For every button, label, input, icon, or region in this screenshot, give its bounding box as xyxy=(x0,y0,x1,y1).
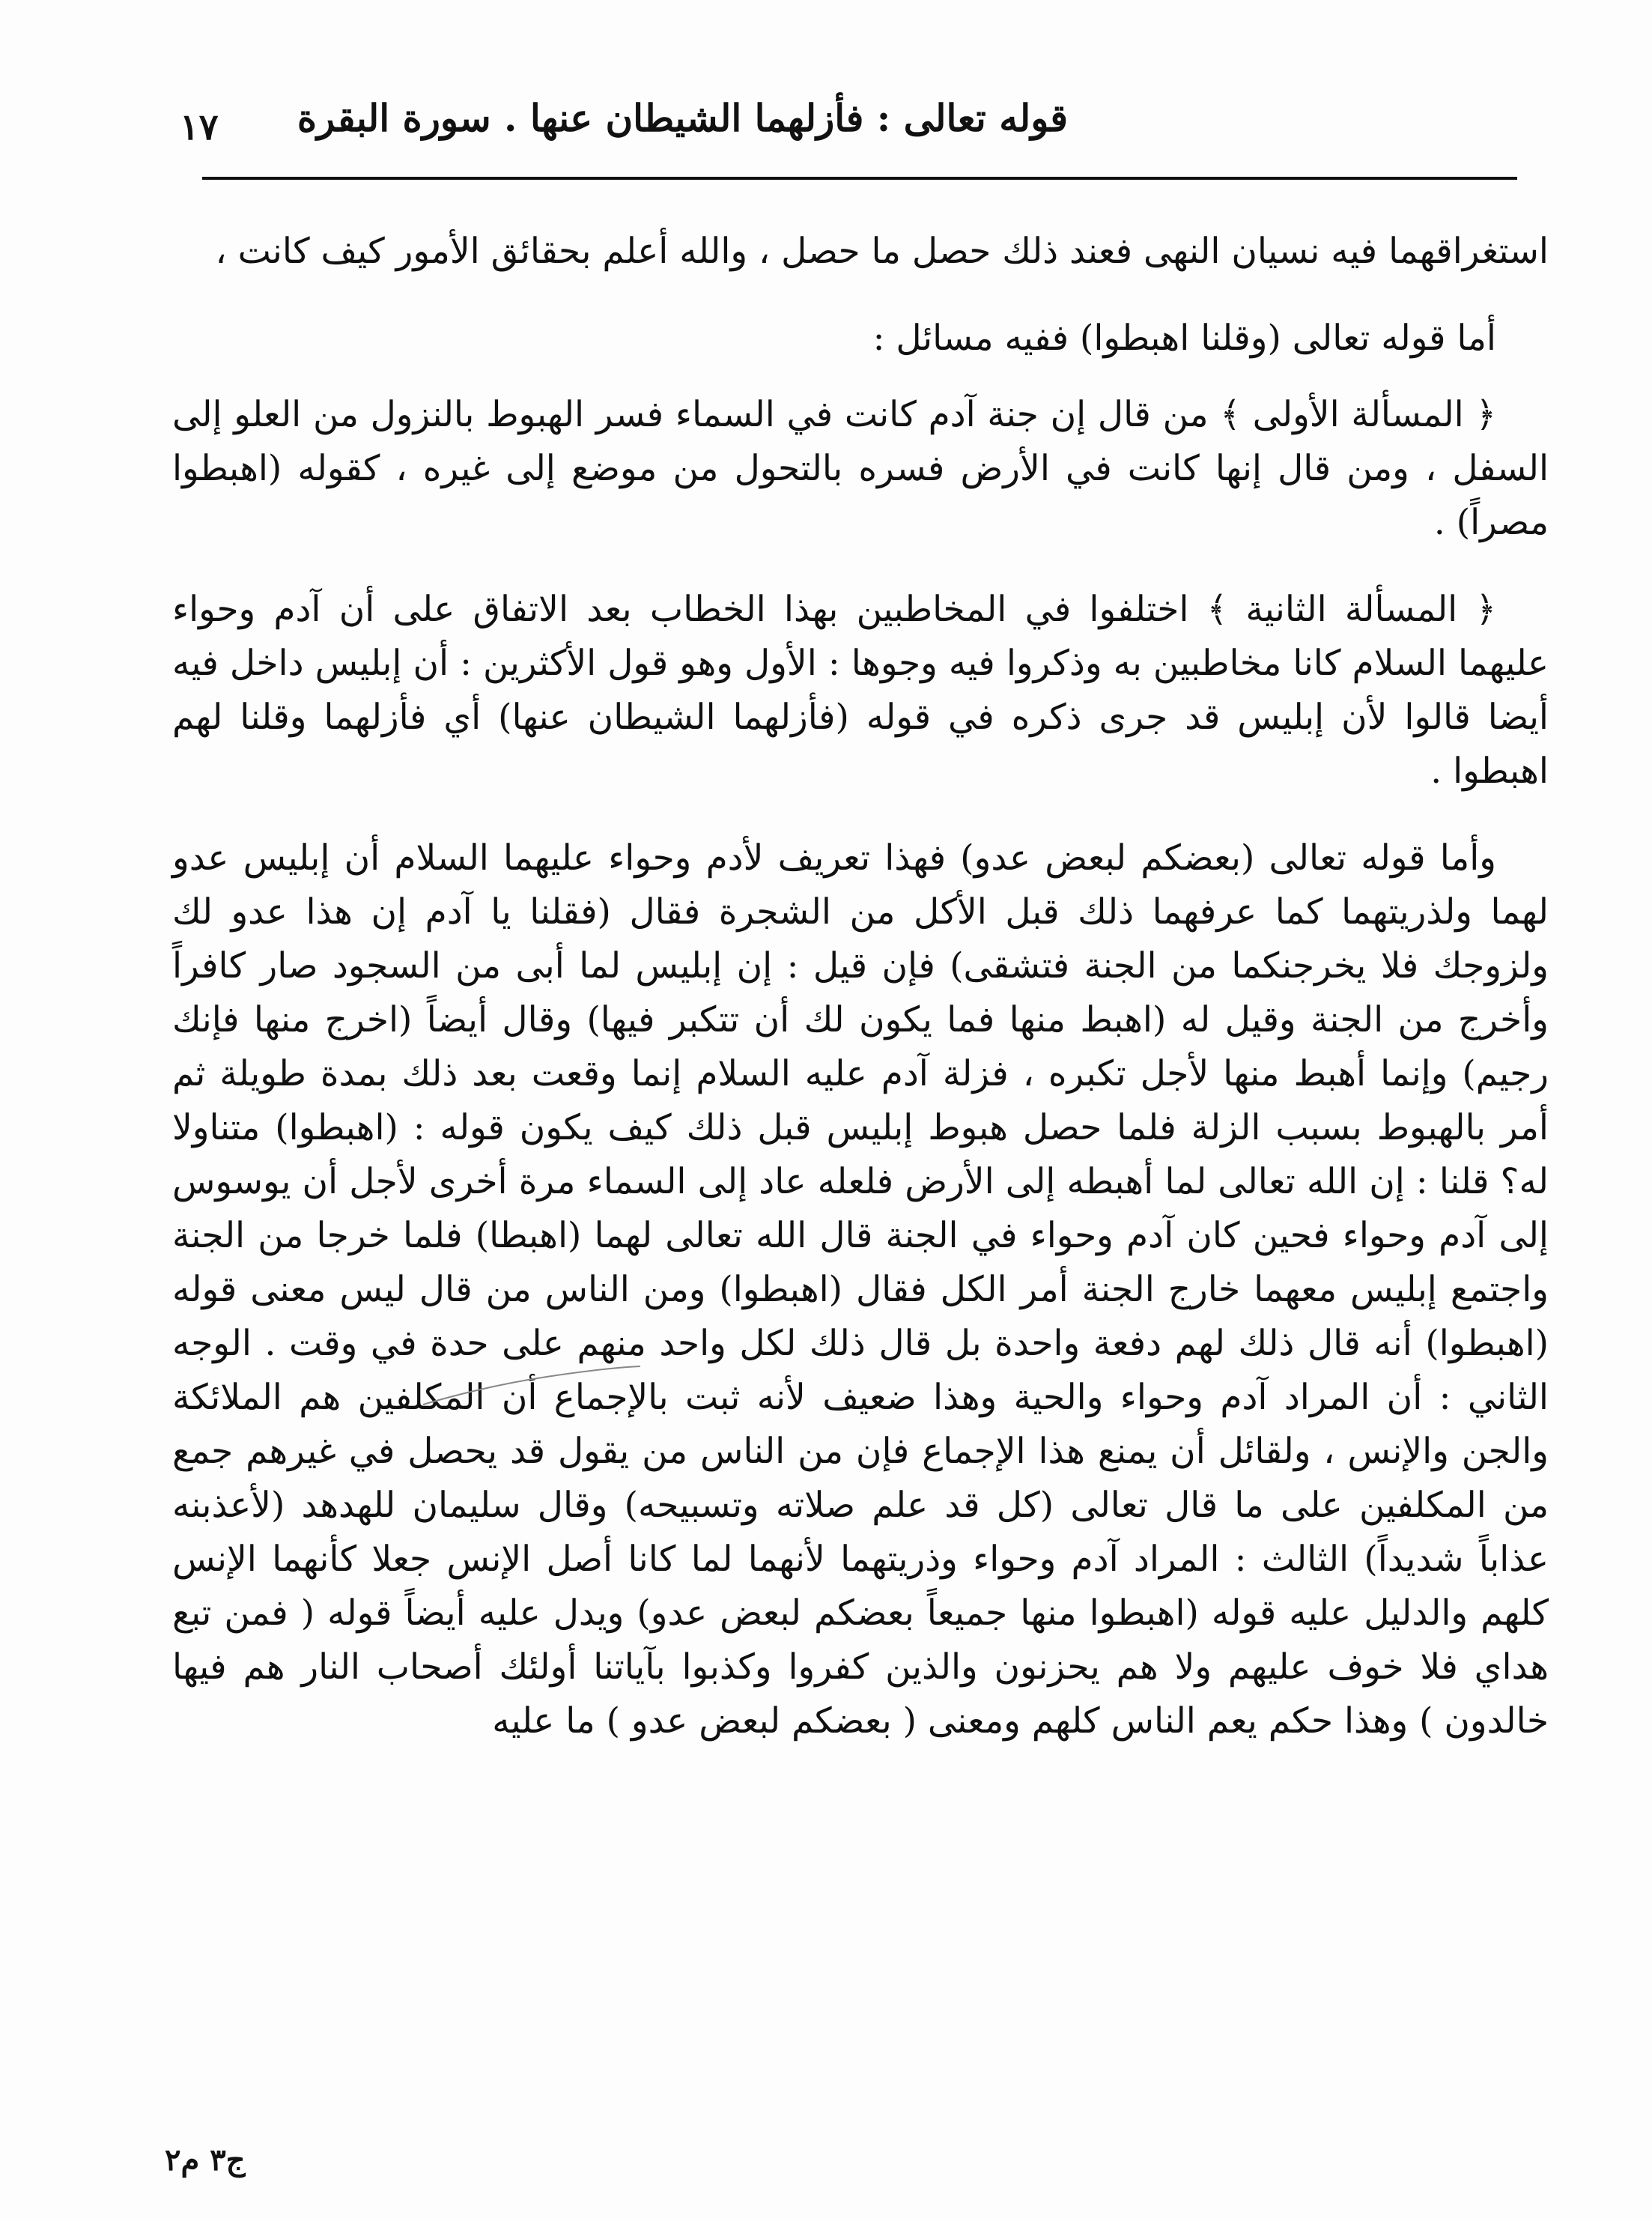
header-title: قوله تعالى : فأزلهما الشيطان عنها . سورة البقرة xyxy=(297,96,1068,140)
paragraph-5: وأما قوله تعالى (بعضكم لبعض عدو) فهذا تعريف لأدم وحواء عليهما السلام أن إبليس عدو لهما ولذريتهما كما عرفهما ذلك قبل الأكل من الشجرة فقال (فقلنا يا آدم إن هذا عدو لك ولزوجك فلا يخرجنكما من الجنة فتشقى) فإن قيل : إن إبليس لما أبى من السجود صار كافراً وأخرج من الجنة وقيل له (اهبط منها فما يكون لك أن تتكبر فيها) وقال أيضاً (اخرج منها فإنك رجيم) وإنما أهبط منها لأجل تكبره ، فزلة آدم عليه السلام إنما وقعت بعد ذلك بمدة طويلة ثم أمر بالهبوط بسبب الزلة فلما حصل هبوط إبليس قبل ذلك كيف يكون قوله : (اهبطوا) متناولا له؟ قلنا : إن الله تعالى لما أهبطه إلى الأرض فلعله عاد إلى السماء مرة أخرى لأجل أن يوسوس إلى آدم وحواء فحين كان آدم وحواء في الجنة قال الله تعالى لهما (اهبطا) فلما خرجا من الجنة واجتمع إبليس معهما خارج الجنة أمر الكل فقال (اهبطوا) ومن الناس من قال ليس معنى قوله (اهبطوا) أنه قال ذلك لهم دفعة واحدة بل قال ذلك لكل واحد منهم على حدة في وقت . الوجه الثاني : أن المراد آدم وحواء والحية وهذا ضعيف لأنه ثبت بالإجماع أن المكلفين هم الملائكة والجن والإنس ، ولقائل أن يمنع هذا الإجماع فإن من الناس من يقول قد يحصل في غيرهم جمع من المكلفين على ما قال تعالى (كل قد علم صلاته وتسبيحه) وقال سليمان للهدهد (لأعذبنه عذاباً شديداً) الثالث : المراد آدم وحواء وذريتهما لأنهما لما كانا أصل الإنس جعلا كأنهما الإنس كلهم والدليل عليه قوله (اهبطوا منها جميعاً بعضكم لبعض عدو) ويدل عليه أيضاً قوله ( فمن تبع هداي فلا خوف عليهم ولا هم يحزنون والذين كفروا وكذبوا بآياتنا أولئك أصحاب النار هم فيها خالدون ) وهذا حكم يعم الناس كلهم ومعنى ( بعضكم لبعض عدو ) ما عليه xyxy=(172,837,1549,1742)
paragraph-2: أما قوله تعالى (وقلنا اهبطوا) ففيه مسائل : xyxy=(872,318,1496,359)
header-divider xyxy=(202,177,1517,180)
paragraph-1: استغراقهما فيه نسيان النهى فعند ذلك حصل ما حصل ، والله أعلم بحقائق الأمور كيف كانت ، xyxy=(215,231,1549,272)
paragraph-4: ﴿ المسألة الثانية ﴾ اختلفوا في المخاطبين بهذا الخطاب بعد الاتفاق على أن آدم وحواء عليهما السلام كانا مخاطبين به وذكروا فيه وجوها : الأول وهو قول الأكثرين : أن إبليس داخل فيه أيضا قالوا لأن إبليس قد جرى ذكره في قوله (فأزلهما الشيطان عنها) أي فأزلهما وقلنا لهم اهبطوا . xyxy=(172,589,1549,792)
paragraph-3: ﴿ المسألة الأولى ﴾ من قال إن جنة آدم كانت في السماء فسر الهبوط بالنزول من العلو إلى السفل ، ومن قال إنها كانت في الأرض فسره بالتحول من موضع إلى غيره ، كقوله (اهبطوا مصراً) . xyxy=(172,394,1549,543)
running-header xyxy=(165,88,1547,156)
page-number: ١٧ xyxy=(180,106,219,148)
body-text xyxy=(172,225,1549,1781)
signature-mark: ج٣ م٢ xyxy=(165,2142,246,2178)
